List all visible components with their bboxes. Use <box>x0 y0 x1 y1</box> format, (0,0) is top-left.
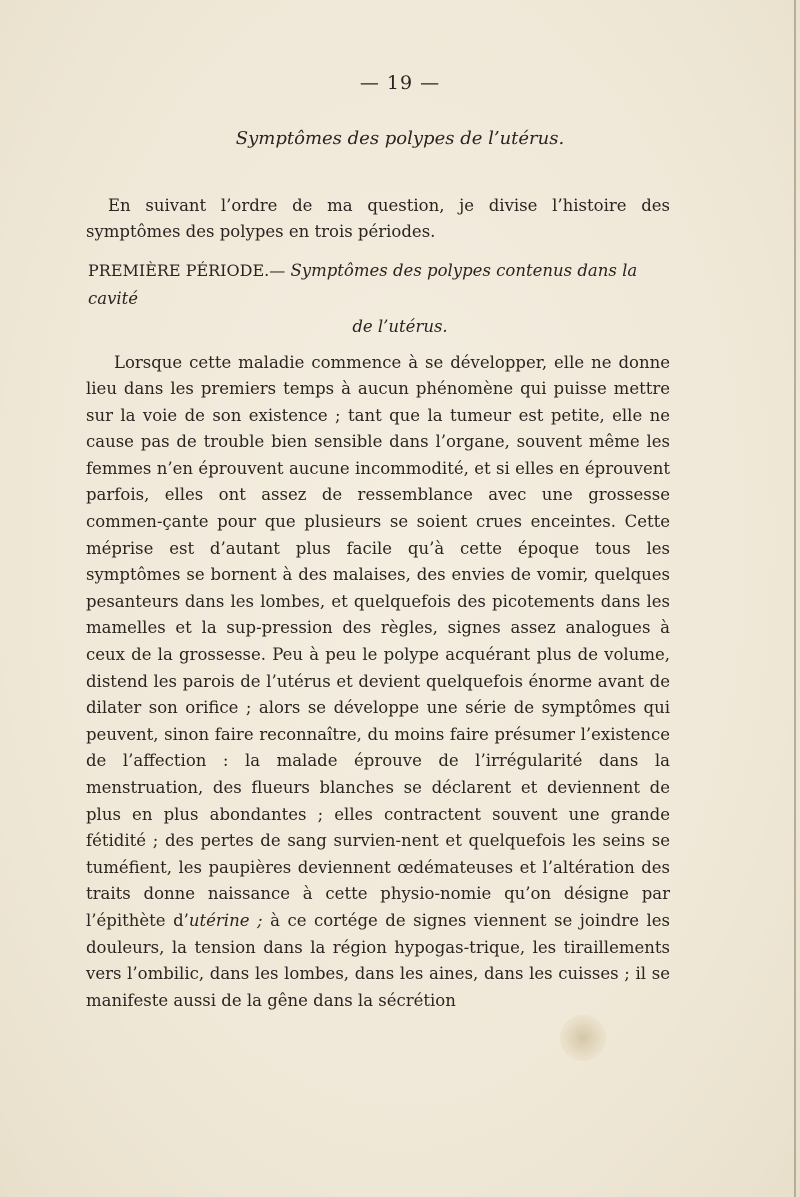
body-text-part1: Lorsque cette maladie commence à se développer, elle ne donne lieu dans les premiers temps à aucun phénomène qui puisse mettre sur la voie de son existence ; tant que la tumeur est petite, elle ne cause pas de trouble bien sensible dans l’organe, souvent même les femmes n’en éprouvent aucune incommodité, et si elles en éprouvent parfois, elles ont assez de ressemblance avec une grossesse commen-çante pour que plusieurs se soient crues enceintes. Cette méprise est d’autant plus facile qu’à cette époque tous les symptômes se bornent à des malaises, des envies de vomir, quelques pesanteurs dans les lombes, et quelquefois des picotements dans les mamelles et la sup-pression des règles, signes assez analogues à ceux de la grossesse. Peu à peu le polype acquérant plus de volume, distend les parois de l’utérus et devient quelquefois énorme avant de dilater son orifice ; alors se développe une série de symptômes qui peuvent, sinon faire reconnaître, du moins faire présumer l’existence de l’affection : la malade éprouve de l’irrégularité dans la menstruation, des flueurs blanches se déclarent et deviennent de plus en plus abondantes ; elles contractent souvent une grande fétidité ; des pertes de sang survien-nent et quelquefois les seins se tuméfient, les paupières deviennent œdémateuses et l’altération des traits donne naissance à cette physio-nomie qu’on désigne par l’épithète d’ <box>86 352 670 930</box>
body-paragraph <box>86 350 670 1015</box>
page-edge <box>794 0 796 1197</box>
paper-stain <box>560 1015 606 1061</box>
subsection-heading <box>88 257 672 341</box>
subsection-lead: PREMIÈRE PÉRIODE.— <box>88 261 286 280</box>
subsection-title-line2: de l’utérus. <box>352 317 448 336</box>
section-title: Symptômes des polypes de l’utérus. <box>235 128 565 149</box>
subsection-title-line1: Symptômes des polypes contenus dans la cavité <box>88 261 638 308</box>
page-number: — 19 — <box>359 72 441 94</box>
intro-paragraph: En suivant l’ordre de ma question, je divise l’histoire des symptômes des polypes en trois périodes. <box>86 195 670 241</box>
body-italic-word: utérine ; <box>188 910 263 930</box>
body-text-part2: à ce cortége de signes viennent se joindre les douleurs, la tension dans la région hypogas-trique, les tiraillements vers l’ombilic, dans les lombes, dans les aines, dans les cuisses ; il se manifeste aussi de la gêne dans la sécrétion <box>86 910 670 1010</box>
